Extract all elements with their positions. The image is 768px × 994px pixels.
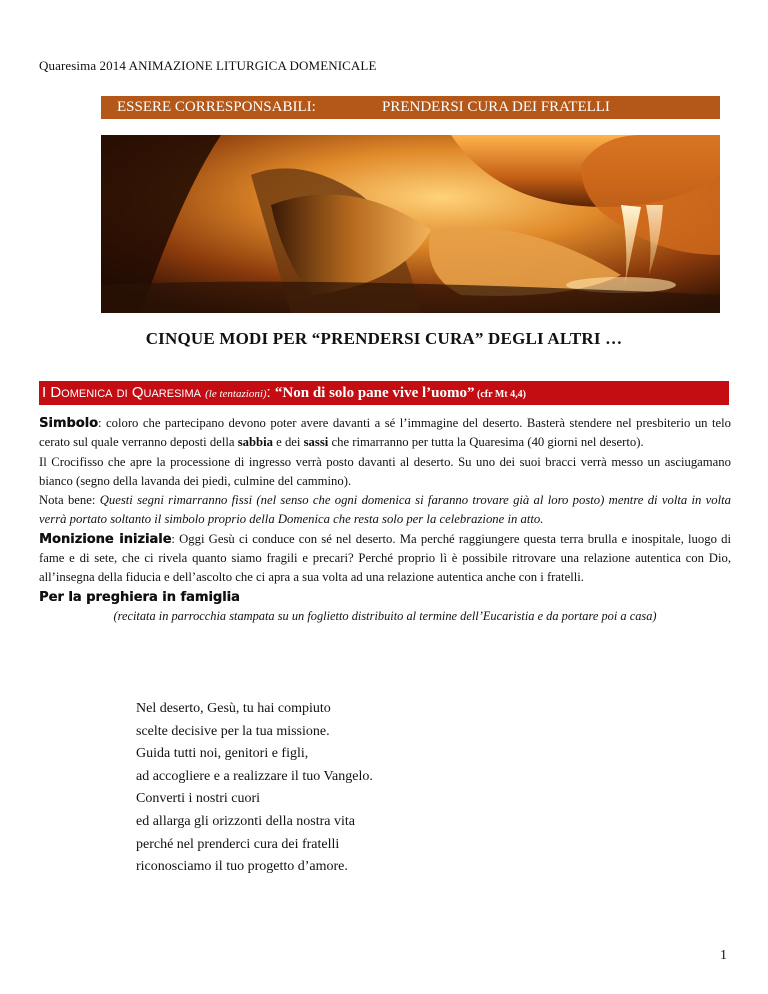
prayer-line: Guida tutti noi, genitori e figli,	[136, 746, 309, 762]
week-reference: (cfr Mt 4,4)	[474, 389, 526, 400]
preghiera-heading	[39, 588, 731, 607]
simbolo-text-1: : coloro che partecipano devono poter avere davanti a sé l’immagine del deserto. Basterà stendere nel presbiterio un telo cerato sul quale verranno deposti della	[39, 416, 731, 450]
monizione-text: : Oggi Gesù ci conduce con sé nel deserto. Ma perché raggiungere questa terra brulla e inospitale, luogo di fame e di sete, che ci rivela quanto siamo fragili e precari? Perché proprio lì è possibile ritrovare una relazione autentica con Dio, all’insegna della fiducia e dell’ascolto che ci apra a sua volta ad una relazione autentica anche con i fratelli.	[39, 531, 731, 585]
crocifisso-paragraph: Il Crocifisso che apre la processione di ingresso verrà posto davanti al deserto. Su uno dei suoi bracci verrà messo un asciugamano bianco (segno della lavanda dei piedi, culmine del cammino).	[39, 454, 731, 488]
monizione-label: Monizione iniziale	[39, 531, 172, 547]
prayer-line: Nel deserto, Gesù, tu hai compiuto	[136, 701, 331, 716]
title-part-2: PRENDERSI CURA DEI FRATELLI	[382, 99, 610, 115]
simbolo-sassi: sassi	[303, 435, 329, 450]
hero-image-foot-washing	[101, 135, 720, 313]
simbolo-text-2: e dei	[272, 435, 304, 450]
simbolo-paragraph	[39, 414, 731, 453]
prayer-line: scelte decisive per la tua missione.	[136, 723, 330, 739]
prayer-line: riconosciamo il tuo progetto d’amore.	[136, 859, 348, 875]
monizione-paragraph	[39, 530, 731, 588]
week-label	[42, 381, 526, 407]
prayer-line: perché nel prenderci cura dei fratelli	[136, 836, 340, 852]
nota-bene-paragraph	[39, 491, 731, 530]
simbolo-sabbia: sabbia	[237, 435, 273, 450]
simbolo-text-3: che rimarranno per tutta la Quaresima (40 giorni nel deserto).	[328, 435, 644, 450]
week-band	[39, 381, 729, 405]
simbolo-label: Simbolo	[39, 416, 98, 431]
main-heading: CINQUE MODI PER “PRENDERSI CURA” DEGLI ALTRI …	[145, 329, 623, 348]
week-quote: “Non di solo pane vive l’uomo”	[274, 385, 475, 401]
title-part-1: ESSERE CORRESPONSABILI:	[117, 99, 316, 115]
document-header: Quaresima 2014 ANIMAZIONE LITURGICA DOMENICALE	[39, 58, 377, 73]
week-title: I Domenica di Quaresima	[42, 384, 206, 401]
nota-bene-text: Questi segni rimarranno fissi (nel senso che ogni domenica si faranno trovare già al loro posto) mentre di volta in volta verrà portato soltanto il simbolo proprio della Domenica che resta solo per la celebrazione in atto.	[39, 493, 732, 527]
body-text	[39, 414, 731, 626]
prayer-line: Converti i nostri cuori	[136, 791, 261, 807]
preghiera-label: Per la preghiera in famiglia	[39, 589, 240, 605]
week-subtitle: (le tentazioni)	[205, 388, 267, 400]
prayer-text	[136, 698, 373, 879]
nota-bene-label: Nota bene:	[39, 493, 100, 508]
prayer-line: ad accogliere e a realizzare il tuo Vangelo.	[136, 768, 373, 784]
preghiera-note: (recitata in parrocchia stampata su un foglietto distribuito al termine dell’Eucaristia e da portare poi a casa)	[113, 608, 657, 623]
title-band	[101, 96, 720, 119]
week-colon: :	[266, 384, 275, 401]
page-number: 1	[720, 948, 727, 963]
prayer-line: ed allarga gli orizzonti della nostra vita	[136, 813, 355, 829]
